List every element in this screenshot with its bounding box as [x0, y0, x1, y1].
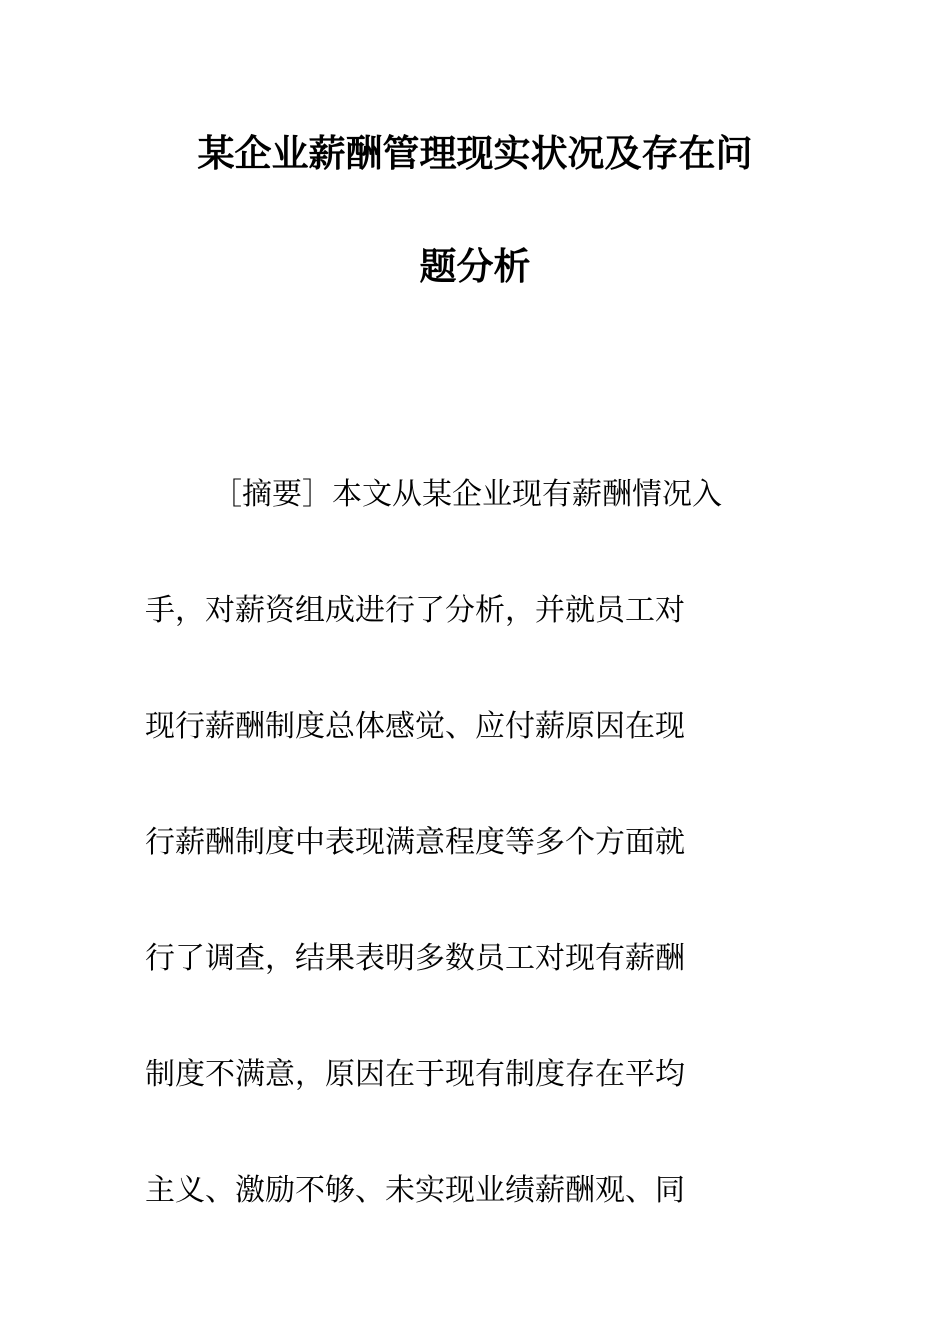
abstract-line-7: 主义、激励不够、未实现业绩薪酬观、同 — [145, 1173, 685, 1208]
abstract-line-5: 行了调查，结果表明多数员工对现有薪酬 — [145, 941, 685, 976]
abstract-line-2: 手，对薪资组成进行了分析，并就员工对 — [145, 593, 685, 628]
abstract-line-1: ［摘要］本文从某企业现有薪酬情况入 — [212, 477, 722, 512]
abstract-line-4: 行薪酬制度中表现满意程度等多个方面就 — [145, 825, 685, 860]
abstract-line-6: 制度不满意，原因在于现有制度存在平均 — [145, 1057, 685, 1092]
document-title-line-1: 某企业薪酬管理现实状况及存在问 — [197, 131, 753, 175]
abstract-line-3: 现行薪酬制度总体感觉、应付薪原因在现 — [145, 709, 685, 744]
document-title-line-2: 题分析 — [419, 244, 531, 288]
